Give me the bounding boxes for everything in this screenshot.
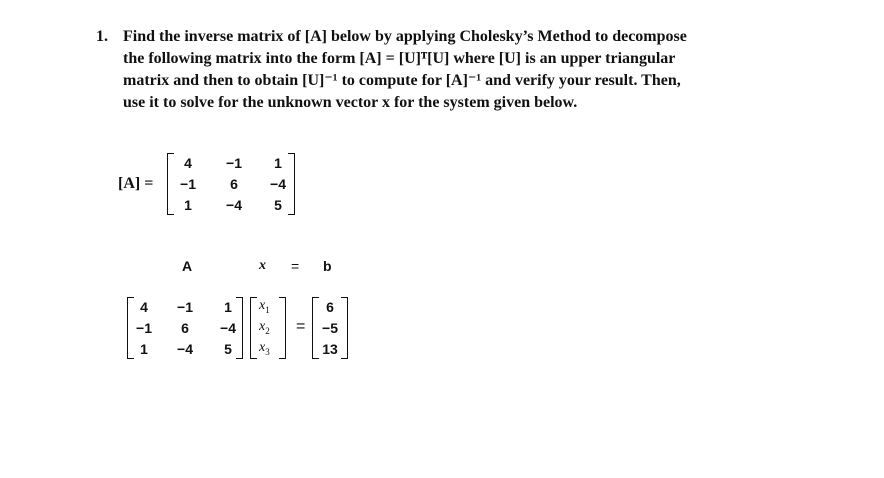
- header-a: A: [182, 258, 193, 274]
- system-a-cell: 1: [140, 341, 148, 357]
- system-a-cell: −4: [177, 341, 193, 357]
- system-a-cell: 6: [181, 320, 189, 336]
- problem-text: [123, 26, 783, 114]
- header-equals: =: [291, 258, 300, 274]
- system-b-entry: −5: [322, 320, 338, 336]
- system-x-left-bracket: [250, 297, 257, 359]
- matrix-a-cell: 6: [230, 176, 238, 192]
- system-a-cell: −1: [177, 299, 193, 315]
- problem-line-3: matrix and then to obtain [U]⁻¹ to compute for [A]⁻¹ and verify your result. Then,: [123, 72, 681, 89]
- matrix-a-cell: −4: [226, 197, 242, 213]
- matrix-a-cell: 1: [184, 197, 192, 213]
- problem-number: 1.: [96, 28, 108, 45]
- matrix-a-cell: 5: [274, 197, 282, 213]
- system-a-cell: 1: [224, 299, 232, 315]
- header-x: x: [259, 258, 266, 273]
- matrix-a-cell: 1: [274, 155, 282, 171]
- matrix-a-label: [A] =: [118, 175, 154, 192]
- problem-line-2: the following matrix into the form [A] = [U]ᵀ[U] where [U] is an upper triangular: [123, 50, 676, 67]
- header-b: b: [323, 258, 332, 274]
- matrix-a-cell: −1: [180, 176, 196, 192]
- system-b-entry: 6: [326, 299, 334, 315]
- system-a-cell: −4: [220, 320, 236, 336]
- matrix-a-cell: −1: [226, 155, 242, 171]
- system-a-cell: −1: [136, 320, 152, 336]
- system-x-entry: $x_3$: [259, 340, 270, 357]
- matrix-a-cell: 4: [184, 155, 192, 171]
- system-x-entry: $x_2$: [259, 319, 270, 336]
- system-a-cell: 4: [140, 299, 148, 315]
- system-a-cell: 5: [224, 341, 232, 357]
- system-x-right-bracket: [279, 297, 286, 359]
- problem-line-4: use it to solve for the unknown vector x for the system given below.: [123, 94, 578, 111]
- system-x-entry: $x_1$: [259, 298, 270, 315]
- matrix-a-cell: −4: [270, 176, 286, 192]
- problem-line-1: Find the inverse matrix of [A] below by applying Cholesky’s Method to decompose: [123, 28, 687, 45]
- system-b-entry: 13: [322, 341, 338, 357]
- system-equals-sign: =: [296, 318, 306, 335]
